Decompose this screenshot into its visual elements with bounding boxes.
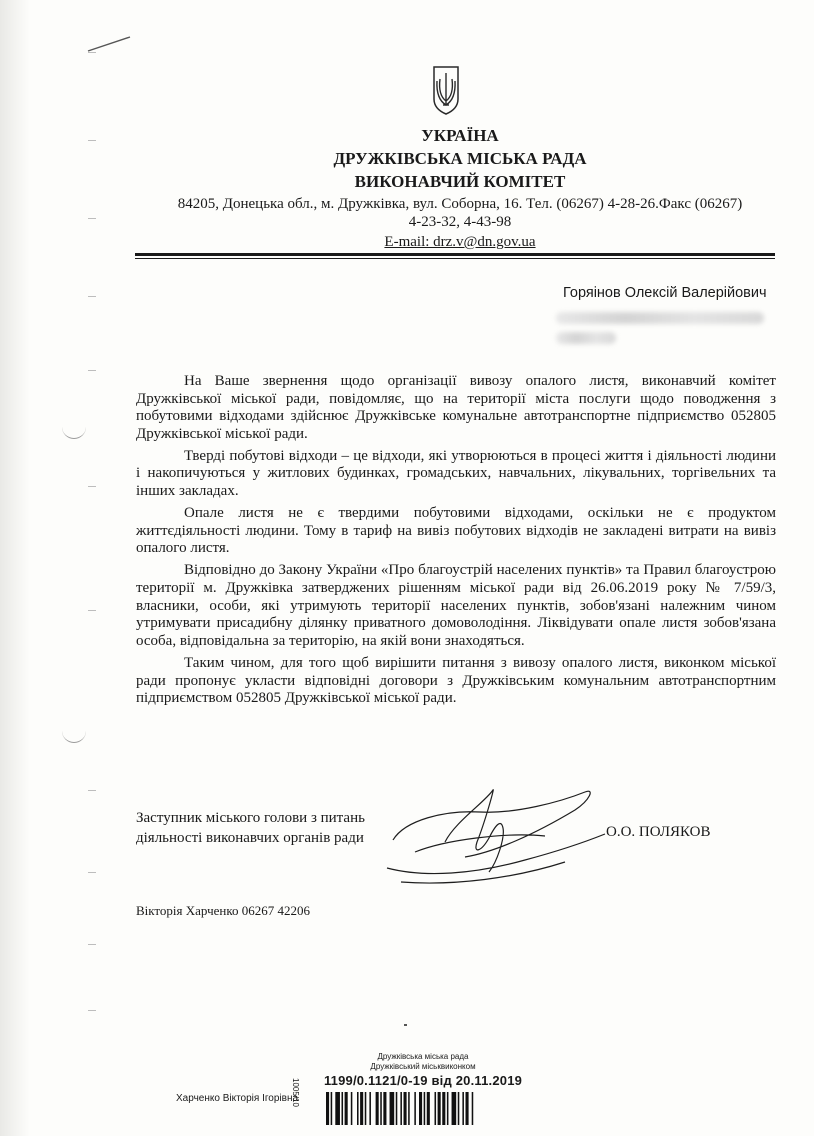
- redacted-address: [556, 332, 616, 344]
- margin-tick: [88, 1010, 96, 1011]
- margin-tick: [88, 296, 96, 297]
- margin-tick: [88, 944, 96, 945]
- body-paragraph: Тверді побутові відходи – це відходи, які утворюються в процесі життя і діяльності людини і накопичуються у житлових будинках, громадських, навчальних, лікувальних, торгівельних та інших закладах.: [136, 447, 776, 500]
- margin-tick: [88, 872, 96, 873]
- trident-coat-of-arms-icon: [431, 65, 461, 115]
- margin-tick: [88, 218, 96, 219]
- redacted-address: [556, 312, 764, 324]
- signatory-name: О.О. ПОЛЯКОВ: [606, 824, 711, 840]
- registration-org-line: Дружківська міська рада: [377, 1052, 469, 1061]
- body-paragraph: Таким чином, для того щоб вирішити питання з вивозу опалого листя, виконком міської ради пропонує укласти відповідні договори з Дружківським комунальним автотранспортним підприємством 052805 Дружківської міської ради.: [136, 654, 776, 707]
- letter-body: [136, 373, 776, 712]
- header-council: ДРУЖКІВСЬКА МІСЬКА РАДА: [333, 149, 587, 168]
- header-committee: ВИКОНАВЧИЙ КОМІТЕТ: [354, 172, 566, 191]
- margin-tick: [88, 370, 96, 371]
- margin-tick: [88, 790, 96, 791]
- signatory-position: [136, 808, 365, 848]
- header-address-line1: 84205, Донецька обл., м. Дружківка, вул. Соборна, 16. Тел. (06267) 4-28-26.Факс (06267): [177, 196, 743, 212]
- recipient-name: Горяінов Олексій Валерійович: [563, 285, 767, 301]
- body-paragraph: Відповідно до Закону України «Про благоустрій населених пунктів» та Правил благоустрою території м. Дружківка затверджених рішенням міської ради від 26.06.2019 року № 7/59/3, власники, особи, які утримують території населених пунктів, зобов'язані належним чином утримувати присадибну ділянку приватного домоволодіння. Ліквідувати опале листя зобов'язана особа, відповідальна за територію, на якій вони знаходяться.: [136, 562, 776, 649]
- margin-tick: [88, 610, 96, 611]
- handwritten-signature: [385, 782, 610, 892]
- signatory-position-line: діяльності виконавчих органів ради: [136, 830, 364, 846]
- registrar-name: Харченко Вікторія Ігорівна: [176, 1093, 299, 1104]
- punch-hole: [62, 724, 86, 743]
- registration-side-code: 1005/10: [291, 1078, 300, 1107]
- registration-stamp: [318, 1052, 528, 1089]
- header-address-line2: 4-23-32, 4-43-98: [408, 214, 512, 230]
- header-email: E-mail: drz.v@dn.gov.ua: [384, 234, 536, 250]
- margin-tick: [88, 486, 96, 487]
- executor-contact: Вікторія Харченко 06267 42206: [136, 903, 311, 918]
- body-paragraph: На Ваше звернення щодо організації вивозу опалого листя, виконавчий комітет Дружківської міської ради, повідомляє, що на території міста послуги щодо поводження з побутовими відходами здійснює Дружківське комунальне автотранспортне підприємство 052805 Дружківської міської ради.: [136, 373, 776, 442]
- registration-number: 1199/0.1121/0-19 від 20.11.2019: [323, 1073, 523, 1088]
- barcode: [326, 1092, 526, 1125]
- pen-stroke-mark: [86, 34, 136, 54]
- scan-speck: [404, 1024, 407, 1026]
- signatory-position-line: Заступник міського голови з питань: [136, 810, 365, 826]
- punch-hole: [62, 420, 86, 439]
- body-paragraph: Опале листя не є твердими побутовими відходами, оскільки не є продуктом життєдіяльності людини. Тому в тариф на вивіз побутових відходів не закладені витрати на вивіз опалого листя.: [136, 505, 776, 557]
- header-divider-thick: [135, 253, 775, 256]
- header-country: УКРАЇНА: [421, 126, 499, 145]
- header-divider-thin: [135, 258, 775, 259]
- registration-org-line: Дружківський міськвиконком: [370, 1062, 476, 1071]
- scan-edge-shadow: [0, 0, 30, 1136]
- margin-tick: [88, 140, 96, 141]
